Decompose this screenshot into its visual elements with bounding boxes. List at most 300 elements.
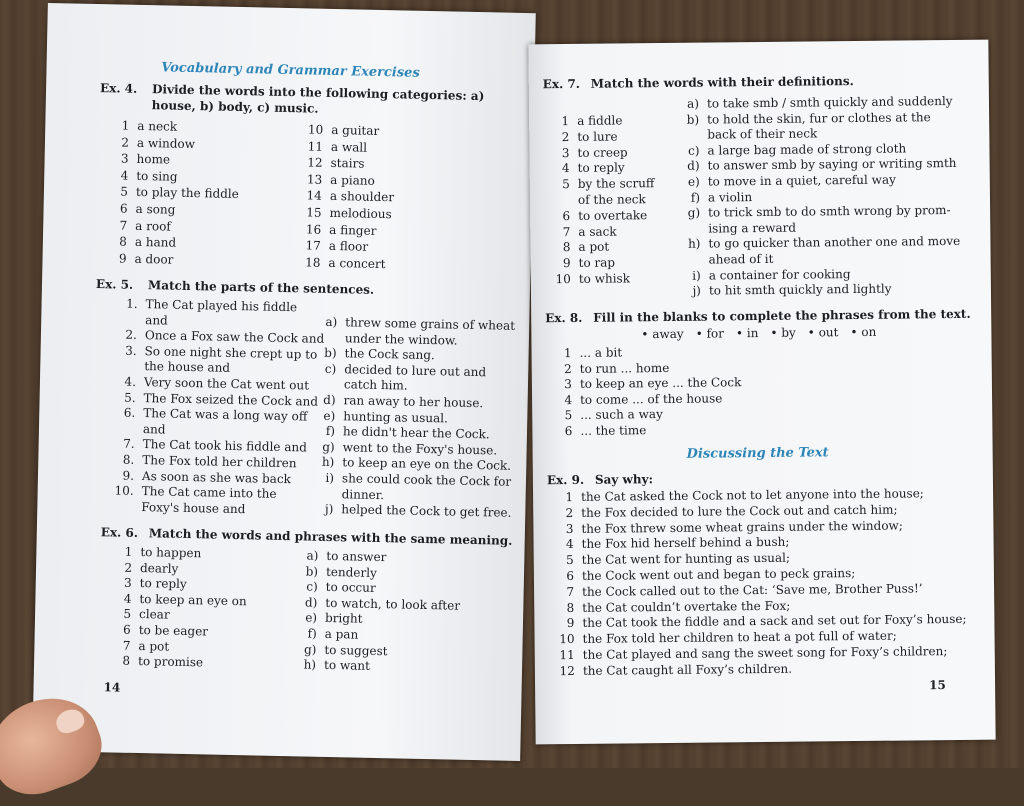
ex7-left-item-text: a fiddle: [577, 113, 622, 127]
ex8-item-number: 3: [554, 377, 572, 392]
ex5-right-item-number: d): [319, 393, 335, 408]
ex5-right-item-number: i): [318, 471, 334, 486]
ex7-right-item-row: [684, 203, 951, 221]
ex4-item-text: a hand: [135, 235, 177, 250]
ex6-right-item-row: [302, 564, 377, 581]
ex5-left-item-text: As soon as she was back: [142, 469, 291, 486]
exercise-5-right-column: [321, 315, 521, 319]
ex6-right-item-text: to want: [324, 658, 370, 673]
ex5-right-item-number: h): [318, 455, 334, 470]
ex5-left-item-number: 1.: [115, 296, 137, 311]
ex7-left-item-row: [552, 224, 616, 240]
ex8-item-number: 2: [554, 362, 572, 377]
ex5-right-item-number: e): [319, 408, 335, 423]
ex4-item-row: [115, 135, 195, 152]
ex6-left-item-text: to keep an eye on: [139, 592, 247, 608]
ex6-right-item-text: to answer: [326, 549, 386, 564]
ex7-right-item-number: g): [684, 206, 700, 221]
ex5-left-item-number: 9.: [112, 468, 134, 483]
ex5-left-item-row: [114, 359, 230, 376]
ex7-right-item-row: [683, 110, 931, 128]
exercise-8-items: [554, 343, 854, 346]
ex4-item-number: 5: [114, 185, 128, 200]
exercise-8-word-bank: [641, 324, 961, 342]
ex5-right-item-text: dinner.: [342, 487, 385, 502]
ex7-right-item-text: to take smb / smth quickly and suddenly: [707, 94, 953, 111]
ex4-item-text: melodious: [329, 206, 391, 221]
ex5-right-item-number: f): [319, 424, 335, 439]
ex7-left-item-row: [551, 113, 622, 129]
ex6-right-item-row: [301, 611, 363, 627]
ex6-left-item-number: 5: [119, 607, 131, 622]
exercise-5-left-column: [116, 296, 336, 301]
ex5-right-item-text: catch him.: [344, 378, 408, 393]
ex7-right-item-text: to trick smb to do smth wrong by prom-: [708, 203, 951, 220]
word-bank-item: • away: [641, 327, 683, 341]
ex9-item-row: [556, 535, 790, 552]
word-bank-item: • on: [850, 325, 876, 339]
ex7-right-item-row: [684, 190, 752, 206]
ex7-left-item-text: a sack: [578, 224, 616, 238]
ex7-left-item-number: 2: [551, 130, 569, 145]
exercise-6-left-column: [121, 545, 301, 549]
exercise-8-tag: Ex. 8.: [545, 310, 582, 326]
ex5-right-item-text: threw some grains of wheat: [345, 315, 515, 333]
ex4-item-number: 16: [303, 222, 321, 237]
ex5-left-item-text: the house and: [144, 359, 230, 375]
ex5-right-item-number: b): [320, 346, 336, 361]
ex4-item-number: 15: [303, 205, 321, 220]
ex9-item-text: the Fox decided to lure the Cock out and catch him;: [581, 502, 897, 519]
ex7-left-item-row: [551, 145, 627, 161]
ex5-right-item-row: [320, 346, 435, 363]
ex4-item-text: a concert: [328, 256, 385, 271]
ex8-item-row: [554, 423, 646, 439]
ex5-right-item-text: the Cock sang.: [344, 346, 434, 362]
ex4-item-row: [114, 185, 239, 203]
ex9-item-row: [556, 581, 923, 600]
exercise-7-title: Match the words with their definitions.: [591, 74, 854, 91]
ex7-left-item-text: of the neck: [578, 192, 646, 207]
ex6-right-item-text: to occur: [326, 580, 376, 595]
ex7-right-item-row: [684, 220, 796, 236]
ex9-item-text: the Cat played and sang the sweet song for Foxy’s children;: [583, 644, 948, 662]
ex9-item-text: the Cat took the fiddle and a sack and set out for Foxy’s house;: [582, 612, 966, 630]
ex5-left-item-text: The Cat played his fiddle: [145, 297, 297, 314]
ex6-left-item-number: 3: [120, 576, 132, 591]
ex5-left-item-number: 4.: [114, 374, 136, 389]
ex5-left-item-text: The Cat took his fiddle and: [143, 437, 307, 454]
ex4-item-number: 9: [112, 251, 126, 266]
ex5-left-item-row: [111, 499, 245, 517]
ex6-right-item-row: [301, 626, 359, 642]
ex6-right-item-number: a): [302, 548, 318, 563]
ex4-item-number: 11: [305, 139, 323, 154]
ex6-right-item-number: h): [300, 658, 316, 673]
ex7-right-item-text: to move in a quiet, careful way: [708, 173, 896, 189]
ex5-right-item-text: hunting as usual.: [343, 409, 448, 425]
ex5-left-item-text: and: [143, 422, 166, 436]
ex7-right-item-text: a large bag made of strong cloth: [707, 141, 906, 157]
ex5-left-item-number: 7.: [113, 437, 135, 452]
ex7-right-item-text: a violin: [708, 190, 752, 204]
ex5-left-item-number: 3.: [114, 343, 136, 358]
ex9-item-number: 10: [557, 632, 575, 647]
ex5-right-item-number: g): [318, 440, 334, 455]
ex4-item-row: [304, 172, 375, 188]
ex4-item-text: to play the fiddle: [136, 185, 239, 201]
ex7-right-item-text: ahead of it: [709, 252, 774, 267]
ex7-right-item-number: c): [683, 143, 699, 158]
ex4-item-row: [303, 222, 377, 239]
ex5-right-item-text: went to the Foxy's house.: [343, 440, 498, 457]
ex7-left-item-text: a pot: [578, 240, 609, 254]
word-bank-item: • for: [696, 326, 724, 340]
ex4-item-text: a roof: [135, 218, 171, 233]
ex4-item-row: [114, 152, 170, 168]
ex7-right-item-number: b): [683, 112, 699, 127]
ex7-left-item-row: [552, 240, 609, 256]
ex6-right-item-text: a pan: [325, 627, 359, 642]
exercise-6-tag: Ex. 6.: [101, 524, 139, 541]
ex7-right-item-number: i): [685, 268, 701, 283]
ex8-item-row: [554, 407, 663, 423]
ex6-left-item-row: [120, 576, 187, 592]
ex4-item-row: [305, 139, 367, 155]
ex9-item-text: the Fox threw some wheat grains under the window;: [581, 518, 903, 535]
ex5-right-item-row: [317, 502, 511, 521]
ex6-left-item-row: [120, 560, 179, 576]
ex7-left-item-text: to creep: [577, 145, 627, 160]
ex4-item-row: [115, 118, 177, 134]
ex8-item-text: to run ... home: [580, 361, 670, 376]
ex5-left-item-number: 6.: [113, 406, 135, 421]
ex6-left-item-text: clear: [139, 607, 170, 622]
exercise-9: [547, 468, 977, 489]
left-page: [32, 3, 536, 761]
ex5-left-item-text: Once a Fox saw the Cock and: [145, 328, 325, 346]
ex6-right-item-row: [300, 658, 370, 674]
ex4-item-number: 12: [304, 156, 322, 171]
ex7-left-item-row: [551, 129, 617, 145]
ex9-item-text: the Cat caught all Foxy’s children.: [583, 661, 792, 677]
word-bank-item: • out: [808, 325, 839, 339]
ex6-left-item-number: 6: [119, 623, 131, 638]
ex4-item-text: home: [136, 152, 170, 167]
ex5-right-item-row: [320, 377, 408, 394]
ex7-left-item-number: 4: [552, 161, 570, 176]
ex7-right-item-number: f): [684, 190, 700, 205]
ex5-right-item-number: a): [321, 315, 337, 330]
ex9-item-number: 3: [555, 522, 573, 537]
ex4-item-text: a floor: [329, 239, 368, 254]
ex4-item-text: a wall: [331, 140, 367, 155]
ex7-right-item-text: back of their neck: [707, 127, 817, 142]
ex6-left-item-number: 2: [120, 560, 132, 575]
ex8-item-text: to keep an eye ... the Cock: [580, 375, 742, 391]
ex7-right-item-row: [684, 234, 960, 252]
ex9-item-number: 8: [556, 601, 574, 616]
section-heading-vocabulary: Vocabulary and Grammar Exercises: [46, 58, 534, 83]
ex7-left-item-row: [552, 208, 647, 224]
ex5-left-item-row: [115, 312, 168, 328]
exercise-9-title: Say why:: [595, 472, 653, 487]
ex5-right-item-text: ran away to her house.: [343, 393, 483, 410]
ex9-item-text: the Cat went for hunting as usual;: [582, 551, 790, 567]
ex6-left-item-row: [119, 607, 170, 623]
ex5-right-item-text: she could cook the Cock for: [342, 471, 511, 489]
ex8-item-number: 1: [554, 346, 572, 361]
ex4-item-text: a window: [137, 135, 195, 150]
ex9-item-number: 12: [557, 664, 575, 679]
ex5-right-item-text: to keep an eye on the Cock.: [342, 456, 511, 474]
exercise-6-right-column: [303, 548, 503, 552]
ex9-item-row: [557, 644, 948, 663]
ex4-item-row: [302, 255, 385, 272]
ex7-right-item-row: [685, 252, 774, 268]
ex6-right-item-text: to watch, to look after: [325, 596, 460, 613]
ex5-right-item-number: c): [320, 362, 336, 377]
ex5-right-item-number: j): [317, 502, 333, 517]
ex6-left-item-number: 7: [118, 638, 130, 653]
ex9-item-text: the Cat couldn’t overtake the Fox;: [582, 598, 790, 614]
ex4-item-row: [305, 122, 379, 139]
exercise-9-tag: Ex. 9.: [547, 472, 584, 488]
ex8-item-text: ... the time: [580, 423, 646, 438]
ex4-item-text: a piano: [330, 173, 375, 188]
ex5-right-item-text: he didn't hear the Cock.: [343, 424, 490, 441]
ex6-right-item-number: g): [300, 642, 316, 657]
ex4-item-row: [113, 235, 177, 251]
ex6-right-item-text: tenderly: [326, 565, 377, 580]
ex4-item-number: 10: [305, 122, 323, 137]
ex4-item-text: a guitar: [331, 123, 379, 138]
ex5-left-item-text: The Fox told her children: [142, 453, 297, 470]
ex4-item-number: 14: [304, 189, 322, 204]
ex5-left-item-number: 10.: [112, 484, 134, 499]
page-number-right: 15: [929, 678, 946, 692]
ex4-item-number: 7: [113, 218, 127, 233]
ex4-item-number: 3: [114, 152, 128, 167]
ex8-item-row: [554, 361, 670, 377]
ex6-left-item-text: to reply: [140, 576, 187, 591]
ex6-left-item-row: [118, 654, 203, 671]
ex7-right-item-text: to answer smb by saying or writing smth: [708, 156, 957, 173]
ex7-right-item-number: e): [684, 175, 700, 190]
ex6-right-item-number: e): [301, 611, 317, 626]
ex7-left-item-text: to overtake: [578, 208, 647, 223]
ex5-left-item-text: The Fox seized the Cock and: [143, 391, 318, 409]
ex4-item-text: stairs: [330, 156, 364, 171]
ex4-item-text: a song: [135, 202, 175, 217]
ex6-left-item-text: dearly: [140, 561, 179, 576]
ex7-right-item-number: a): [683, 97, 699, 112]
ex4-item-row: [303, 239, 368, 255]
exercise-8-title: Fill in the blanks to complete the phrases from the text.: [593, 307, 971, 325]
right-page: [528, 40, 995, 745]
ex8-item-row: [554, 375, 742, 392]
ex7-right-item-text: a container for cooking: [709, 267, 851, 282]
ex4-item-number: 13: [304, 172, 322, 187]
ex5-left-item-number: 5.: [113, 390, 135, 405]
ex5-right-item-row: [318, 486, 385, 502]
ex6-right-item-row: [300, 642, 387, 659]
word-bank-item: • by: [770, 326, 796, 340]
ex7-right-item-row: [684, 173, 896, 190]
ex9-item-row: [555, 518, 903, 537]
section-heading-discussing: Discussing the Text: [593, 444, 923, 462]
ex7-left-item-text: to lure: [577, 129, 617, 143]
ex6-right-item-number: d): [301, 595, 317, 610]
ex4-item-number: 18: [302, 255, 320, 270]
ex7-left-item-number: 5: [552, 177, 570, 192]
ex4-item-number: 2: [115, 135, 129, 150]
ex4-item-number: 1: [115, 118, 129, 133]
ex7-right-item-text: ising a reward: [708, 220, 796, 235]
ex9-item-number: 7: [556, 585, 574, 600]
ex7-left-item-text: to whisk: [579, 271, 630, 286]
ex8-item-text: ... such a way: [580, 407, 663, 422]
ex7-right-item-row: [684, 156, 957, 174]
ex9-item-number: 5: [556, 553, 574, 568]
ex7-left-item-row: [552, 176, 655, 192]
exercise-6-title: Match the words and phrases with the same meaning.: [149, 526, 513, 548]
ex8-item-row: [554, 345, 623, 361]
ex9-item-text: the Fox hid herself behind a bush;: [582, 535, 790, 551]
ex4-item-row: [113, 201, 175, 217]
ex7-right-item-text: to hit smth quickly and lightly: [709, 282, 892, 298]
ex9-item-text: the Cat asked the Cock not to let anyone into the house;: [581, 486, 924, 504]
ex9-item-row: [556, 551, 790, 568]
ex7-right-item-number: j): [685, 284, 701, 299]
ex4-item-row: [304, 156, 364, 172]
ex4-item-row: [304, 189, 394, 206]
ex6-left-item-text: to be eager: [139, 623, 209, 638]
ex6-right-item-text: bright: [325, 611, 363, 626]
ex8-item-number: 5: [554, 408, 572, 423]
ex7-left-item-text: to reply: [578, 161, 625, 175]
exercise-4: [100, 80, 531, 121]
ex9-item-text: the Cock went out and began to peck grains;: [582, 566, 855, 583]
ex6-left-item-number: 1: [120, 545, 132, 560]
ex5-left-item-text: The Cat was a long way off: [143, 406, 307, 423]
ex5-right-item-text: decided to lure out and: [344, 362, 486, 379]
ex7-left-item-number: 6: [552, 209, 570, 224]
exercise-5-tag: Ex. 5.: [96, 276, 134, 293]
ex6-right-item-row: [302, 548, 386, 565]
ex7-right-item-number: d): [684, 159, 700, 174]
ex6-right-item-number: b): [302, 564, 318, 579]
ex8-item-number: 6: [554, 424, 572, 439]
ex5-left-item-row: [113, 421, 166, 437]
ex7-left-item-number: 9: [553, 256, 571, 271]
ex7-left-item-row: [553, 271, 630, 287]
ex9-item-number: 9: [556, 616, 574, 631]
ex7-left-item-number: 8: [552, 240, 570, 255]
exercise-4-column-1: [115, 118, 285, 122]
ex7-left-item-text: to rap: [579, 256, 616, 270]
ex6-right-item-text: to suggest: [324, 643, 387, 658]
ex5-right-item-text: under the window.: [345, 331, 458, 347]
ex7-right-item-row: [683, 141, 906, 158]
ex4-item-row: [113, 218, 171, 234]
exercise-5-title: Match the parts of the sentences.: [148, 278, 374, 297]
ex9-item-number: 11: [557, 648, 575, 663]
ex4-item-text: a door: [134, 252, 173, 267]
exercise-7-tag: Ex. 7.: [543, 76, 580, 92]
ex6-right-item-number: c): [302, 580, 318, 595]
ex7-right-item-number: h): [684, 237, 700, 252]
ex4-item-number: 8: [113, 235, 127, 250]
ex5-left-item-text: Very soon the Cat went out: [144, 375, 309, 392]
ex6-left-item-row: [120, 545, 201, 562]
ex8-item-number: 4: [554, 393, 572, 408]
ex6-left-item-number: 8: [118, 654, 130, 669]
ex5-left-item-text: Foxy's house and: [141, 500, 245, 516]
ex4-item-number: 17: [303, 239, 321, 254]
ex8-item-text: to come ... of the house: [580, 391, 722, 406]
ex4-item-row: [112, 251, 173, 267]
ex7-right-item-text: to go quicker than another one and move: [708, 234, 960, 251]
ex9-item-number: 6: [556, 569, 574, 584]
ex4-item-number: 4: [114, 168, 128, 183]
ex4-item-text: to sing: [136, 169, 178, 184]
ex7-left-item-row: [552, 192, 646, 208]
ex7-left-item-number: 7: [552, 225, 570, 240]
ex9-item-row: [556, 612, 966, 631]
ex7-right-item-row: [685, 267, 851, 284]
ex5-left-item-text: The Cat came into the: [142, 484, 277, 501]
ex9-item-number: 2: [555, 506, 573, 521]
ex6-left-item-text: to happen: [140, 545, 201, 560]
ex9-item-row: [557, 661, 792, 678]
ex4-item-number: 6: [113, 201, 127, 216]
ex6-left-item-row: [118, 638, 169, 654]
exercise-4-title: Divide the words into the following categories: a) house, b) body, c) music.: [152, 82, 485, 115]
ex4-item-row: [114, 168, 178, 184]
ex8-item-text: ... a bit: [580, 345, 623, 359]
ex6-left-item-text: to promise: [138, 654, 203, 669]
ex9-item-text: the Cock called out to the Cat: ‘Save me, Brother Puss!’: [582, 581, 923, 599]
ex4-item-text: a shoulder: [330, 189, 394, 204]
ex6-right-item-number: f): [301, 626, 317, 641]
ex7-left-item-text: by the scruff: [578, 176, 655, 191]
exercise-7: [543, 72, 973, 93]
exercise-4-column-2: [305, 122, 475, 126]
ex5-left-item-text: and: [145, 313, 168, 327]
ex7-left-item-row: [552, 161, 625, 177]
ex7-left-item-number: 1: [551, 114, 569, 129]
ex7-right-item-row: [685, 282, 892, 299]
ex6-left-item-row: [119, 623, 209, 640]
ex9-item-number: 1: [555, 490, 573, 505]
ex5-right-item-text: helped the Cock to get free.: [341, 502, 511, 520]
word-bank-item: • in: [736, 326, 759, 340]
ex5-left-item-number: 8.: [112, 452, 134, 467]
ex9-item-number: 4: [556, 537, 574, 552]
page-number-left: 14: [103, 680, 120, 694]
exercise-7-right-column: [683, 94, 983, 97]
ex9-item-text: the Fox told her children to heat a pot full of water;: [583, 629, 897, 646]
exercise-8: [545, 306, 975, 327]
ex5-left-item-text: So one night she crept up to: [144, 344, 317, 362]
ex9-item-row: [556, 598, 790, 615]
ex4-item-text: a neck: [137, 119, 177, 134]
ex6-right-item-row: [302, 580, 376, 597]
ex7-right-item-text: to hold the skin, fur or clothes at the: [707, 110, 931, 126]
ex7-left-item-number: 10: [553, 272, 571, 287]
ex7-right-item-row: [683, 127, 817, 143]
